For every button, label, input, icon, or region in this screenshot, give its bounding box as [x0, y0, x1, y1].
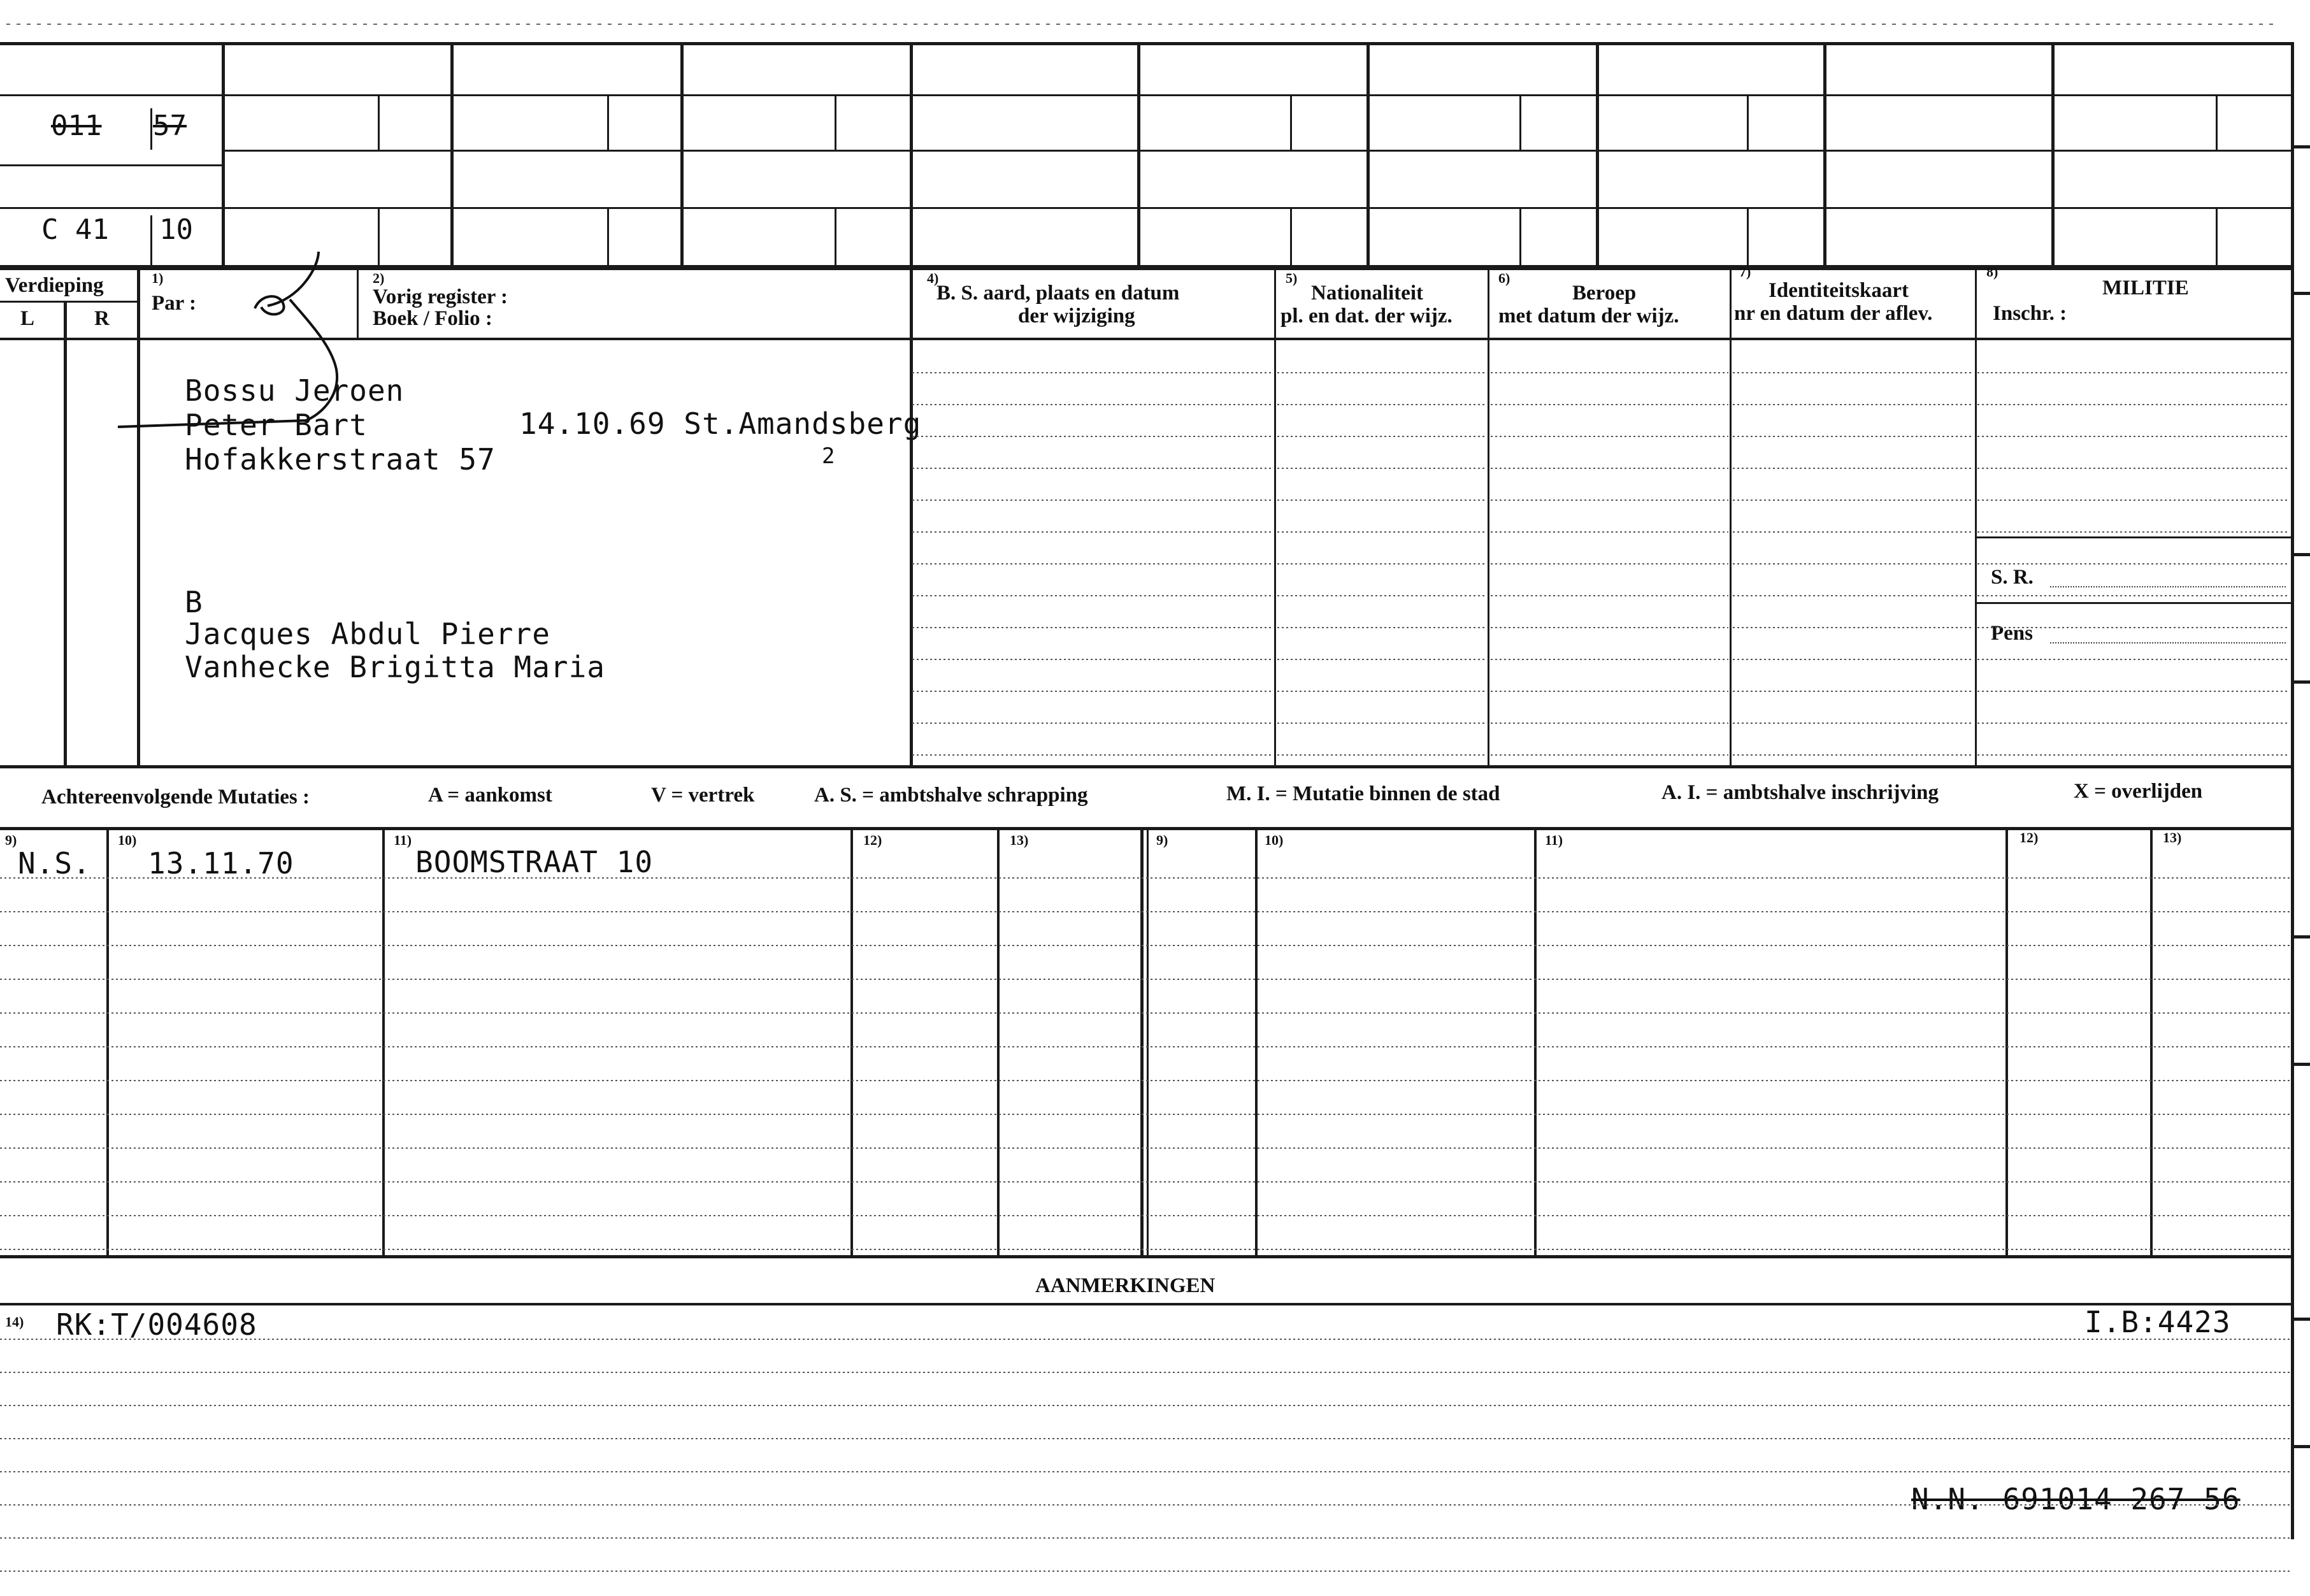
bs-label-2: der wijziging [1018, 305, 1135, 327]
militie-label: MILITIE [2102, 277, 2189, 299]
field-number: 9) [5, 832, 17, 848]
legend-x: X = overlijden [2074, 780, 2203, 803]
card-number: C 41 [41, 213, 109, 246]
sr-label: S. R. [1991, 566, 2034, 589]
person-count: 2 [822, 443, 835, 469]
remarks-title: AANMERKINGEN [1035, 1274, 1216, 1297]
person-birth: 14.10.69 St.Amandsberg [519, 406, 922, 441]
bs-label: B. S. aard, plaats en datum [936, 282, 1180, 305]
legend-v: V = vertrek [651, 784, 755, 807]
nationaliteit-label: Nationaliteit [1311, 282, 1423, 305]
nationaliteit-label-2: pl. en dat. der wijz. [1281, 305, 1453, 327]
father-names: Jacques Abdul Pierre [185, 617, 550, 651]
mutation-code: N.S. [18, 846, 91, 881]
field-number: 6) [1498, 270, 1510, 286]
inschr-label: Inschr. : [1993, 302, 2067, 325]
field-number: 8) [1986, 264, 1998, 280]
remarks-nn: N.N. 691014 267 56 [1911, 1482, 2241, 1516]
person-surname: Bossu Jeroen [185, 373, 405, 408]
field-number: 12) [863, 832, 882, 848]
field-number: 5) [1286, 270, 1298, 286]
r-label: R [94, 307, 110, 330]
field-number: 4) [927, 270, 939, 286]
field-number: 1) [152, 270, 164, 286]
field-number: 14) [5, 1314, 24, 1330]
person-first-names: Peter Bart [185, 408, 368, 442]
remarks-rk: RK:T/004608 [56, 1307, 257, 1342]
field-number: 2) [373, 270, 385, 286]
field-number: 13) [2163, 830, 2182, 845]
l-label: L [20, 307, 35, 330]
identiteitskaart-label: Identiteitskaart [1768, 279, 1909, 302]
vorig-register-label: Vorig register : [373, 285, 508, 308]
field-number: 10) [1265, 832, 1284, 848]
mutation-date: 13.11.70 [148, 846, 294, 881]
field-number: 13) [1010, 832, 1029, 848]
verdieping-label: Verdieping [5, 274, 104, 297]
field-number: 11) [1545, 832, 1563, 848]
section-b: B [185, 585, 203, 619]
card-number-suffix: 10 [159, 213, 193, 246]
beroep-label: Beroep [1572, 282, 1637, 305]
field-number: 12) [2019, 830, 2039, 845]
field-number: 10) [118, 832, 137, 848]
legend-mi: M. I. = Mutatie binnen de stad [1226, 782, 1500, 805]
pens-label: Pens [1991, 622, 2033, 645]
legend-ai: A. I. = ambtshalve inschrijving [1661, 781, 1939, 804]
boek-folio-label: Boek / Folio : [373, 307, 492, 330]
par-label: Par : [152, 292, 196, 315]
old-number: 011 [51, 110, 102, 142]
legend-as: A. S. = ambtshalve schrapping [814, 784, 1088, 807]
beroep-label-2: met datum der wijz. [1498, 305, 1679, 327]
old-number-suffix: 57 [153, 110, 187, 142]
par-signature-icon [118, 252, 337, 427]
legend-a: A = aankomst [428, 784, 552, 807]
mother-names: Vanhecke Brigitta Maria [185, 650, 605, 684]
field-number: 7) [1739, 264, 1751, 280]
mutation-address: BOOMSTRAAT 10 [415, 845, 654, 879]
person-address: Hofakkerstraat 57 [185, 442, 496, 477]
identiteitskaart-label-2: nr en datum der aflev. [1734, 302, 1933, 325]
field-number: 9) [1156, 832, 1168, 848]
legend-title: Achtereenvolgende Mutaties : [41, 786, 310, 809]
remarks-ib: I.B:4423 [2084, 1305, 2231, 1339]
field-number: 11) [394, 832, 412, 848]
